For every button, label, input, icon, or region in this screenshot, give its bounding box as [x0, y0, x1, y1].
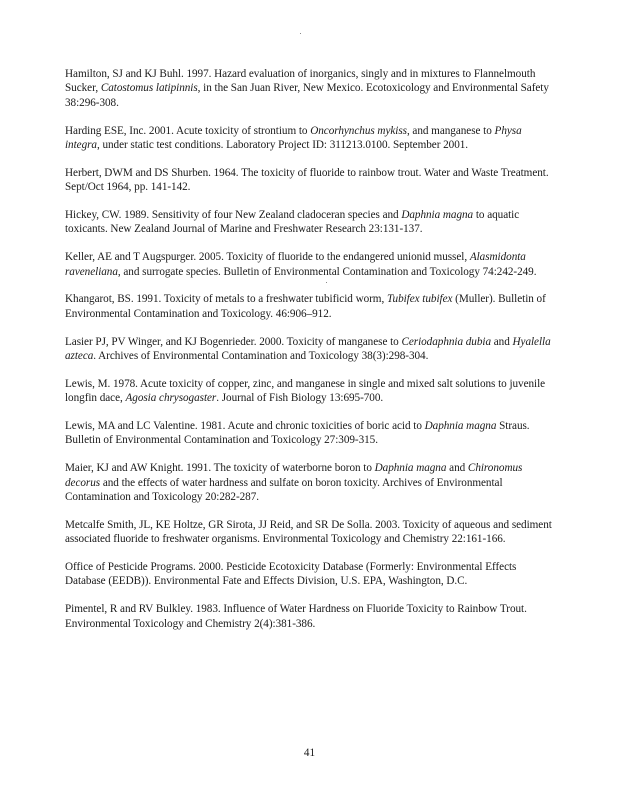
reference-text: . Archives of Environmental Contamination and Toxicology 38(3):298-304.	[93, 350, 429, 363]
reference-entry	[65, 166, 555, 195]
reference-entry	[65, 335, 555, 364]
reference-text: and the effects of water hardness and sulfate on boron toxicity. Archives of Environmental Contamination and Toxicology 20:282-287.	[65, 476, 503, 504]
reference-entry	[65, 461, 555, 504]
species-name: Catostomus latipinnis	[100, 82, 198, 95]
reference-entry	[65, 560, 555, 589]
reference-text: Lewis, MA and LC Valentine. 1981. Acute and chronic toxicities of boric acid to	[65, 420, 425, 433]
reference-text: Hamilton, SJ and KJ Buhl. 1997. Hazard evaluation of inorganics, singly and in mixtures to Flannelmouth Sucker,	[65, 68, 536, 95]
reference-entry	[65, 124, 555, 153]
reference-text: , and manganese to	[406, 124, 495, 137]
reference-text: Khangarot, BS. 1991. Toxicity of metals to a freshwater tubificid worm,	[65, 293, 387, 306]
reference-text: . Journal of Fish Biology 13:695-700.	[216, 392, 384, 405]
species-name: Daphnia magna	[374, 462, 447, 475]
scan-speck	[300, 33, 301, 34]
reference-text: Straus. Bulletin of Environmental Contamination and Toxicology 27:309-315.	[65, 420, 530, 447]
reference-text: and	[491, 335, 513, 348]
reference-text: Lewis, M. 1978. Acute toxicity of copper, zinc, and manganese in single and mixed salt solutions to juvenile longfin dace,	[65, 377, 546, 405]
reference-text: Keller, AE and T Augspurger. 2005. Toxicity of fluoride to the endangered unionid mussel,	[65, 251, 470, 264]
species-name: Tubifex tubifex	[386, 293, 453, 306]
species-name: Physa integra	[65, 124, 522, 152]
reference-list	[65, 67, 555, 644]
species-name: Ceriodaphnia dubia	[401, 335, 491, 348]
reference-text: Harding ESE, Inc. 2001. Acute toxicity of strontium to	[65, 124, 311, 137]
page-number: 41	[303, 747, 316, 759]
reference-text: , under static test conditions. Laboratory Project ID: 311213.0100. September 2001.	[96, 139, 469, 152]
species-name: Daphnia magna	[424, 420, 497, 433]
species-name: Daphnia magna	[401, 209, 474, 222]
reference-text: Metcalfe Smith, JL, KE Holtze, GR Sirota, JJ Reid, and SR De Solla. 2003. Toxicity of aqueous and sediment associated fluoride to freshwater organisms. Environmental Toxicology and Chemistry 22:161-166.	[65, 518, 552, 546]
reference-text: , in the San Juan River, New Mexico. Ecotoxicology and Environmental Safety 38:296-308.	[65, 82, 549, 109]
reference-text: Lasier PJ, PV Winger, and KJ Bogenrieder. 2000. Toxicity of manganese to	[65, 335, 402, 348]
reference-text: to aquatic toxicants. New Zealand Journal of Marine and Freshwater Research 23:131-137.	[65, 209, 520, 236]
species-name: Hyalella azteca	[65, 335, 551, 363]
reference-entry	[65, 602, 555, 631]
reference-text: Herbert, DWM and DS Shurben. 1964. The toxicity of fluoride to rainbow trout. Water and Waste Treatment. Sept/Oct 1964, pp. 141-142.	[65, 166, 549, 194]
reference-entry	[65, 377, 555, 406]
reference-text: Maier, KJ and AW Knight. 1991. The toxicity of waterborne boron to	[65, 462, 375, 475]
reference-entry	[65, 419, 555, 448]
reference-entry	[65, 208, 555, 237]
species-name: Oncorhynchus mykiss	[310, 124, 407, 137]
reference-entry	[65, 292, 555, 321]
species-name: Alasmidonta raveneliana	[65, 251, 526, 278]
species-name: Agosia chrysogaster	[125, 392, 217, 405]
reference-text: Office of Pesticide Programs. 2000. Pesticide Ecotoxicity Database (Formerly: Environmental Effects Database (EEDB)). Environmental Fate and Effects Division, U.S. EPA, Washington, D.C.	[65, 561, 517, 588]
reference-text: , and surrogate species. Bulletin of Environmental Contamination and Toxicology 74:242-249.	[117, 265, 537, 278]
species-name: Chironomus decorus	[65, 462, 523, 489]
reference-text: Pimentel, R and RV Bulkley. 1983. Influence of Water Hardness on Fluoride Toxicity to Rainbow Trout. Environmental Toxicology and Chemistry 2(4):381-386.	[65, 603, 527, 630]
reference-text: (Muller). Bulletin of Environmental Contamination and Toxicology. 46:906–912.	[65, 293, 546, 320]
reference-entry	[65, 250, 555, 279]
reference-text: Hickey, CW. 1989. Sensitivity of four New Zealand cladoceran species and	[65, 209, 402, 222]
reference-entry	[65, 67, 555, 110]
reference-text: and	[446, 462, 468, 475]
reference-entry	[65, 518, 555, 547]
